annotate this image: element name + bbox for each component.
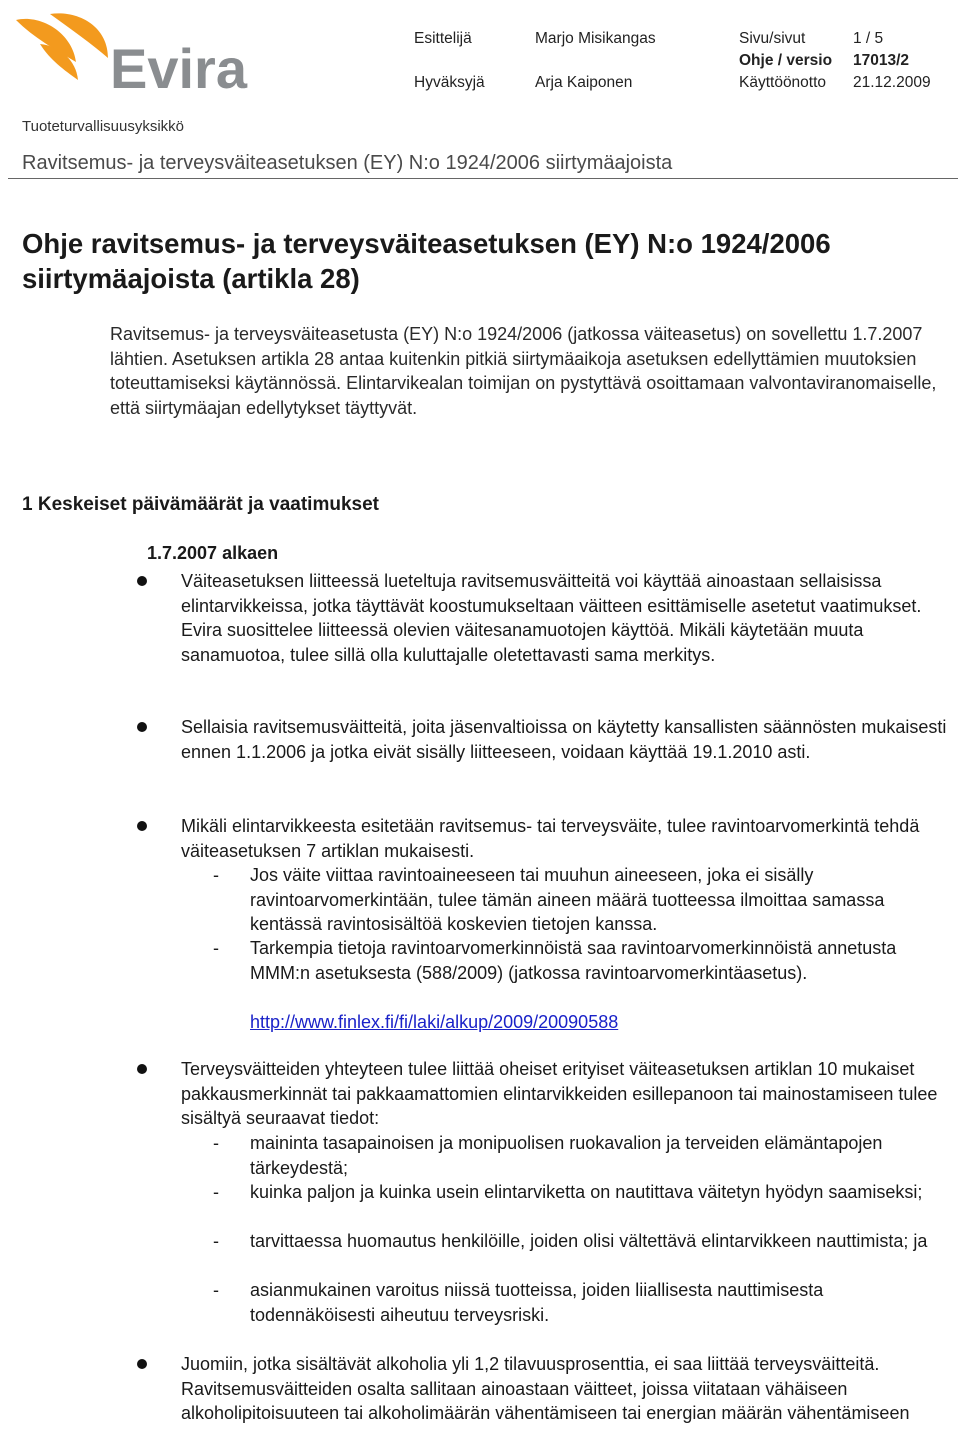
sub-item: Tarkempia tietoja ravintoarvomerkinnöistä saa ravintoarvomerkinnöistä annetusta MMM:n asetuksesta (588/2009) (jatkossa ravintoarvomerkintäasetus). (250, 938, 897, 983)
dash-marker: - (213, 1133, 219, 1153)
bullet-icon (137, 722, 147, 732)
header-divider (8, 178, 958, 179)
intro-paragraph: Ravitsemus- ja terveysväiteasetusta (EY) N:o 1924/2006 (jatkossa väiteasetus) on sovellettu 1.7.2007 lähtien. Asetuksen artikla 28 antaa kuitenkin pitkiä siirtymäaikoja asetuksen edellyttämien muutoksien toteuttamiseksi käytännössä. Elintarvikealan toimijan on pystyttävä osoittamaan valvontaviranomaiselle, että siirtymäajan edellytykset täyttyvät. (110, 324, 937, 418)
document-title (22, 226, 952, 296)
document-title-line-2: siirtymäajoista (artikla 28) (22, 263, 360, 294)
deploy-label: Käyttöönotto (739, 74, 827, 91)
logo-wings-mark (16, 13, 108, 80)
date-heading: 1.7.2007 alkaen (147, 543, 279, 563)
presenter-name: Marjo Misikangas (535, 30, 656, 47)
sub-item: kuinka paljon ja kuinka usein elintarviketta on nautittava väitetyn hyödyn saamiseksi; (250, 1182, 923, 1202)
sub-item: tarvittaessa huomautus henkilöille, joiden olisi vältettävä elintarvikkeen nauttimista; ja (250, 1231, 928, 1251)
finlex-link[interactable]: http://www.finlex.fi/fi/laki/alkup/2009/20090588 (250, 1012, 619, 1032)
bullet-item-1: Väiteasetuksen liitteessä lueteltuja ravitsemusväitteitä voi käyttää ainoastaan sellaisissa elintarvikkeissa, jotka täyttävät koostumukseltaan väitteen esittämiselle asetetut vaatimukset. Evira suosittelee liitteessä olevien väitesanamuotojen käyttöä. Mikäli käytetään muuta sanamuotoa, tulee sillä olla kuluttajalle oletettavasti sama merkitys. (181, 571, 922, 665)
dash-marker: - (213, 938, 219, 958)
bullet-icon (137, 576, 147, 586)
evira-logo (10, 10, 270, 92)
dash-marker: - (213, 865, 219, 885)
approver-name: Arja Kaiponen (535, 74, 633, 91)
bullet-icon (137, 1359, 147, 1369)
page-value: 1 / 5 (853, 30, 884, 47)
department-unit: Tuoteturvallisuusyksikkö (22, 118, 185, 135)
approver-label: Hyväksyjä (414, 74, 485, 91)
bullet-icon (137, 821, 147, 831)
dash-marker: - (213, 1182, 219, 1202)
finlex-link-line (250, 1010, 950, 1035)
deploy-date: 21.12.2009 (853, 74, 931, 91)
document-title-line-1: Ohje ravitsemus- ja terveysväiteasetuksen (EY) N:o 1924/2006 (22, 228, 831, 259)
header-subtitle: Ravitsemus- ja terveysväiteasetuksen (EY) N:o 1924/2006 siirtymäajoista (22, 152, 673, 174)
page-label: Sivu/sivut (739, 30, 806, 47)
presenter-label: Esittelijä (414, 30, 472, 47)
bullet-icon (137, 1064, 147, 1074)
dash-marker: - (213, 1231, 219, 1251)
version-label: Ohje / versio (739, 52, 833, 69)
sub-item: asianmukainen varoitus niissä tuotteissa, joiden liiallisesta nauttimisesta todennäköisesti aiheutuu terveysriski. (250, 1280, 824, 1325)
sub-item: Jos väite viittaa ravintoaineeseen tai muuhun aineeseen, joka ei sisälly ravintoarvomerkintään, tulee tämän aineen määrä tuotteessa ilmoittaa samassa kentässä ravintosisältöä koskevien tietojen kanssa. (250, 865, 885, 934)
bullet-item-4: Terveysväitteiden yhteyteen tulee liittää oheiset erityiset väiteasetuksen artiklan 10 mukaiset pakkausmerkinnät tai pakkaamattomien elintarvikkeiden esillepanoon tai mainostamiseen tulee sisältyä seuraavat tiedot: (181, 1059, 938, 1128)
bullet-item-2: Sellaisia ravitsemusväitteitä, joita jäsenvaltioissa on käytetty kansallisten säännösten mukaisesti ennen 1.1.2006 ja jotka eivät sisälly liitteeseen, voidaan käyttää 19.1.2010 asti. (181, 717, 947, 762)
bullet-item-3: Mikäli elintarvikkeesta esitetään ravitsemus- tai terveysväite, tulee ravintoarvomerkintä tehdä väiteasetuksen 7 artiklan mukaisesti. (181, 816, 920, 861)
logo-wordmark: Evira (110, 37, 247, 92)
section-heading: 1 Keskeiset päivämäärät ja vaatimukset (22, 494, 379, 515)
version-value: 17013/2 (853, 52, 910, 69)
dash-marker: - (213, 1280, 219, 1300)
bullet-item-5: Juomiin, jotka sisältävät alkoholia yli 1,2 tilavuusprosenttia, ei saa liittää terveysväitteitä. Ravitsemusväitteiden osalta sallitaan ainoastaan väitteet, joissa viitataan vähäiseen alkoholipitoisuuteen tai alkoholimäärän vähentämiseen tai energian määrän vähentämiseen (181, 1354, 910, 1423)
sub-item: maininta tasapainoisen ja monipuolisen ruokavalion ja terveiden elämäntapojen tärkeydestä; (250, 1133, 883, 1178)
